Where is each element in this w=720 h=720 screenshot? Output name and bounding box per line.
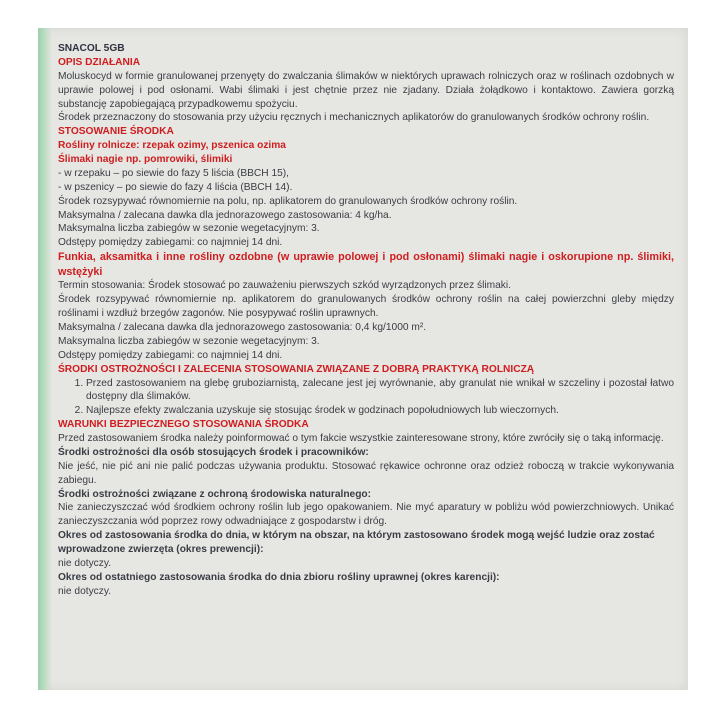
ostroznosci-list — [58, 377, 674, 419]
list-item: 2. Najlepsze efekty zwalczania uzyskuje się stosując środek w godzinach popołudniowych lub wieczornych. — [86, 404, 674, 418]
warunki-heading: WARUNKI BEZPIECZNEGO STOSOWANIA ŚRODKA — [58, 419, 309, 431]
product-label-sheet — [38, 28, 688, 690]
karencja-value: nie dotyczy. — [58, 585, 112, 597]
list-item: 1. Przed zastosowaniem na glebę gruboziarnistą, zalecane jest jej wyrównanie, aby granulat nie wnikał w szczeliny i pozostał łatwo dostępny dla ślimaków. — [86, 377, 674, 405]
srodowisko-heading: Środki ostrożności związane z ochroną środowiska naturalnego: — [58, 488, 372, 500]
karencja-heading: Okres od ostatniego zastosowania środka do dnia zbioru rośliny uprawnej (okres karencji): — [58, 571, 500, 583]
rolnicze-line: Środek rozsypywać równomiernie na polu, np. aplikatorem do granulowanych środków ochrony roślin. — [58, 195, 518, 207]
rolnicze-pests: Ślimaki nagie np. pomrowiki, ślimiki — [58, 154, 233, 165]
ozdobne-line: Odstępy pomiędzy zabiegami: co najmniej 14 dni. — [58, 349, 283, 361]
prewencja-heading: Okres od zastosowania środka do dnia, w którym na obszar, na którym zastosowano środek mogą wejść ludzie oraz zostać wprowadzone zwierzęta (okres prewencji): — [58, 530, 655, 556]
osoby-heading: Środki ostrożności dla osób stosujących środek i pracowników: — [58, 446, 369, 458]
ozdobne-rozsypywac: Środek rozsypywać równomiernie np. aplikatorem do granulowanych środków ochrony roślin na całej powierzchni gleby między roślinami i wzdłuż brzegów zagonów. Nie posypywać roślin uprawnych. — [58, 294, 674, 320]
rolnicze-line: Maksymalna liczba zabiegów w sezonie wegetacyjnym: 3. — [58, 223, 320, 235]
rolnicze-heading: Rośliny rolnicze: rzepak ozimy, pszenica ozima — [58, 140, 286, 152]
srodowisko-text: Nie zanieczyszczać wód środkiem ochrony roślin lub jego opakowaniem. Nie myć aparatury w pobliżu wód powierzchniowych. Unikać zanieczyszczania wód poprzez rowy odwadniające z gospodarstw i dróg. — [58, 502, 674, 528]
rolnicze-line: - w rzepaku – po siewie do fazy 5 liścia (BBCH 15), — [58, 167, 290, 179]
ozdobne-termin: Termin stosowania: Środek stosować po zauważeniu pierwszych szkód wyrządzonych przez ślimaki. — [58, 280, 511, 292]
product-name: SNACOL 5GB — [58, 43, 125, 54]
rolnicze-line: Maksymalna / zalecana dawka dla jednorazowego zastosowania: 4 kg/ha. — [58, 209, 392, 221]
rolnicze-line: Odstępy pomiędzy zabiegami: co najmniej 14 dni. — [58, 237, 283, 249]
green-edge-strip — [38, 28, 52, 690]
opis-paragraph-2: Środek przeznaczony do stosowania przy użyciu ręcznych i mechanicznych aplikatorów do granulowanych środków ochrony roślin. — [58, 112, 650, 124]
opis-heading: OPIS DZIAŁANIA — [58, 56, 141, 68]
label-content — [58, 42, 674, 599]
osoby-text: Nie jeść, nie pić ani nie palić podczas używania produktu. Stosować rękawice ochronne oraz odzież roboczą w trakcie wykonywania zabiegu. — [58, 460, 674, 486]
ozdobne-line: Maksymalna / zalecana dawka dla jednorazowego zastosowania: 0,4 kg/1000 m². — [58, 322, 427, 334]
ostroznosci-heading: ŚRODKI OSTROŻNOŚCI I ZALECENIA STOSOWANIA ZWIĄZANE Z DOBRĄ PRAKTYKĄ ROLNICZĄ — [58, 363, 535, 375]
prewencja-value: nie dotyczy. — [58, 557, 112, 569]
opis-paragraph-1: Moluskocyd w formie granulowanej przenyęty do zwalczania ślimaków w niektórych uprawach rolniczych oraz w roślinach ozdobnych w uprawie polowej i pod osłonami. Wabi ślimaki i jest chętnie przez nie zjadany. Działa żołądkowo i kontaktowo. Zawiera gorzką substancję zapobiegającą przypadkowemu spożyciu. — [58, 70, 674, 110]
stosowanie-heading: STOSOWANIE ŚRODKA — [58, 126, 174, 138]
ozdobne-line: Maksymalna liczba zabiegów w sezonie wegetacyjnym: 3. — [58, 335, 320, 347]
warunki-intro: Przed zastosowaniem środka należy poinformować o tym fakcie wszystkie zainteresowane strony, które zwróciły się o taką informację. — [58, 433, 664, 445]
ozdobne-heading: Funkia, aksamitka i inne rośliny ozdobne (w uprawie polowej i pod osłonami) ślimaki nagie i oskorupione np. ślimiki, wstężyki — [58, 251, 674, 278]
rolnicze-line: - w pszenicy – po siewie do fazy 4 liścia (BBCH 14). — [58, 181, 293, 193]
